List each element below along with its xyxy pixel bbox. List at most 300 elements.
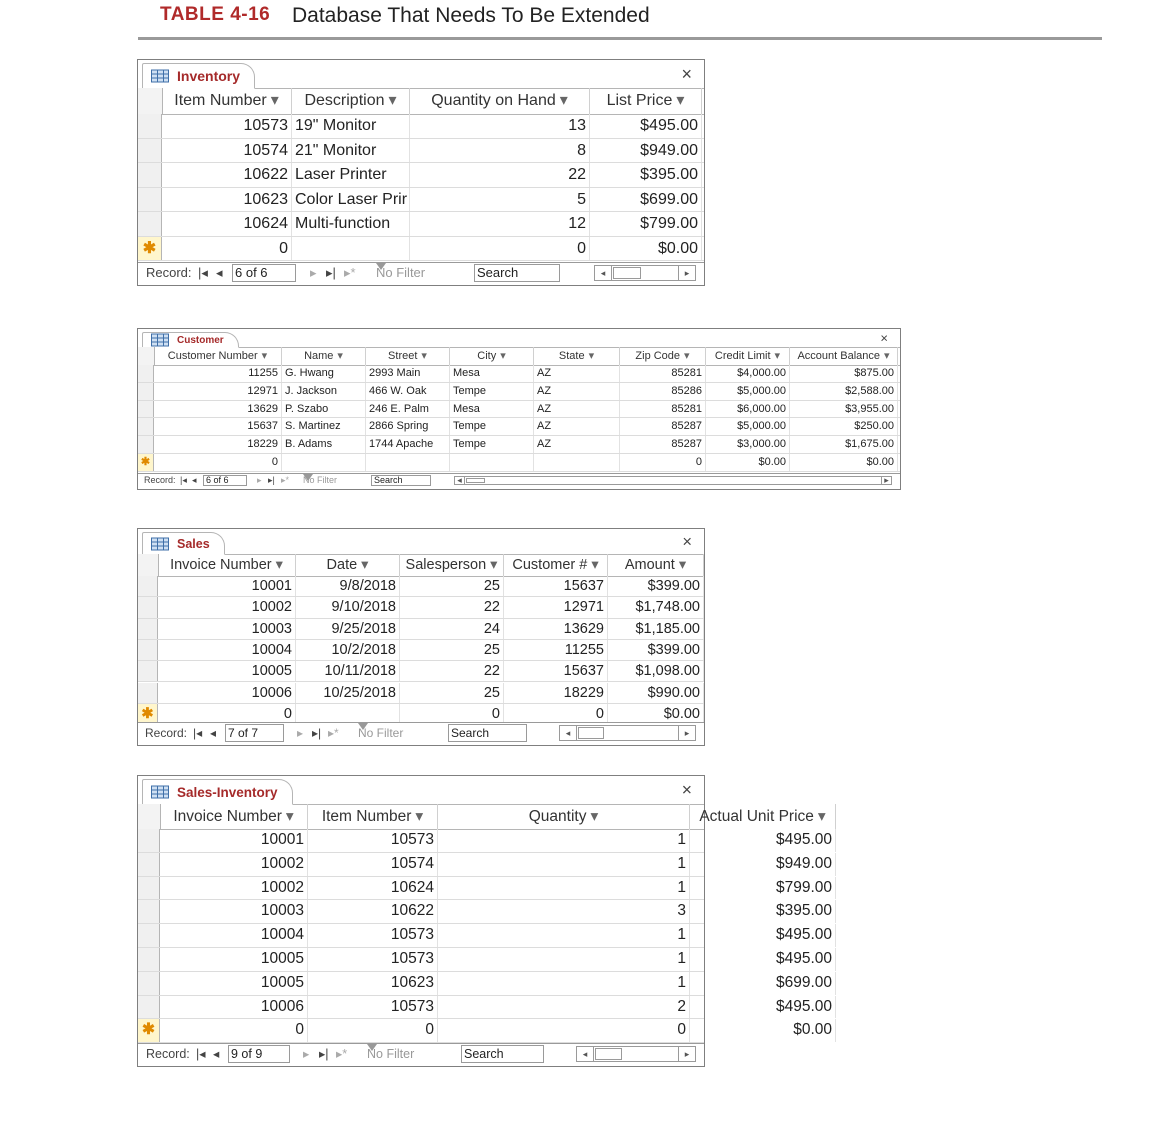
column-header[interactable] — [410, 88, 590, 114]
table-cell[interactable]: $799.00 — [590, 212, 702, 236]
scroll-left-icon[interactable]: ◂ — [560, 726, 577, 740]
chevron-down-icon[interactable]: ▾ — [415, 808, 424, 825]
table-tab[interactable] — [142, 779, 293, 805]
new-record-icon[interactable]: ▸* — [344, 265, 356, 280]
chevron-down-icon[interactable]: ▾ — [361, 557, 369, 573]
table-cell[interactable]: $495.00 — [690, 924, 836, 947]
table-cell[interactable]: Mesa — [450, 401, 534, 418]
column-header[interactable] — [296, 554, 400, 576]
table-row[interactable] — [138, 924, 832, 948]
table-row[interactable] — [138, 619, 704, 640]
record-selector[interactable] — [138, 114, 162, 138]
record-selector[interactable] — [138, 576, 158, 596]
table-cell[interactable]: 10573 — [162, 114, 292, 138]
scroll-thumb[interactable] — [595, 1048, 622, 1060]
next-record-icon[interactable]: ▸ — [310, 265, 317, 280]
new-record-icon[interactable]: ▸* — [281, 475, 290, 485]
table-cell[interactable]: AZ — [534, 383, 620, 400]
column-header[interactable] — [790, 347, 898, 365]
column-header[interactable] — [590, 88, 702, 114]
table-cell[interactable]: 8 — [410, 139, 590, 163]
table-cell[interactable]: 0 — [154, 454, 282, 471]
table-cell[interactable]: 19" Monitor — [292, 114, 410, 138]
chevron-down-icon[interactable]: ▾ — [337, 350, 343, 362]
table-cell[interactable]: 10003 — [158, 619, 296, 639]
table-cell[interactable] — [292, 237, 410, 261]
table-cell[interactable]: 1 — [438, 948, 690, 971]
table-cell[interactable]: $2,588.00 — [790, 383, 898, 400]
table-cell[interactable]: 25 — [400, 640, 504, 660]
table-cell[interactable] — [450, 454, 534, 471]
table-cell[interactable]: 0 — [410, 237, 590, 261]
table-cell[interactable]: 1 — [438, 924, 690, 947]
table-row[interactable] — [138, 996, 832, 1020]
new-record-row[interactable] — [138, 454, 900, 472]
table-cell[interactable]: P. Szabo — [282, 401, 366, 418]
table-cell[interactable]: J. Jackson — [282, 383, 366, 400]
chevron-down-icon[interactable]: ▾ — [559, 92, 568, 109]
table-row[interactable] — [138, 401, 900, 419]
record-selector[interactable] — [138, 948, 160, 971]
chevron-down-icon[interactable]: ▾ — [285, 808, 294, 825]
table-row[interactable] — [138, 212, 704, 237]
table-cell[interactable]: $0.00 — [608, 704, 704, 724]
table-cell[interactable]: AZ — [534, 365, 620, 382]
table-cell[interactable]: 10004 — [158, 640, 296, 660]
table-row[interactable] — [138, 853, 832, 877]
record-selector[interactable] — [138, 418, 154, 435]
table-cell[interactable]: 246 E. Palm — [366, 401, 450, 418]
table-cell[interactable]: $4,000.00 — [706, 365, 790, 382]
table-cell[interactable]: 10002 — [158, 597, 296, 617]
table-cell[interactable]: 18229 — [504, 683, 608, 703]
last-record-icon[interactable]: ▸| — [268, 475, 275, 485]
table-cell[interactable]: AZ — [534, 418, 620, 435]
record-selector[interactable] — [138, 853, 160, 876]
table-cell[interactable]: Multi-function — [292, 212, 410, 236]
table-cell[interactable]: $5,000.00 — [706, 418, 790, 435]
table-cell[interactable]: $495.00 — [690, 996, 836, 1019]
table-row[interactable] — [138, 163, 704, 188]
table-row[interactable] — [138, 365, 900, 383]
current-record-box[interactable]: 9 of 9 — [228, 1045, 290, 1063]
table-cell[interactable]: Laser Printer — [292, 163, 410, 187]
table-cell[interactable]: 0 — [162, 237, 292, 261]
table-cell[interactable]: 10006 — [160, 996, 308, 1019]
table-cell[interactable]: 1 — [438, 972, 690, 995]
record-selector[interactable] — [138, 900, 160, 923]
table-row[interactable] — [138, 900, 832, 924]
column-header[interactable] — [620, 347, 706, 365]
first-record-icon[interactable]: |◂ — [180, 475, 187, 485]
table-cell[interactable]: $1,748.00 — [608, 597, 704, 617]
table-row[interactable] — [138, 436, 900, 454]
table-cell[interactable]: $495.00 — [590, 114, 702, 138]
table-cell[interactable]: 12971 — [504, 597, 608, 617]
column-header[interactable] — [438, 804, 690, 829]
select-all-corner[interactable] — [138, 554, 159, 576]
table-cell[interactable]: 10573 — [308, 996, 438, 1019]
current-record-box[interactable]: 6 of 6 — [203, 475, 247, 486]
table-cell[interactable]: $399.00 — [608, 576, 704, 596]
table-cell[interactable]: S. Martinez — [282, 418, 366, 435]
table-cell[interactable]: $395.00 — [690, 900, 836, 923]
column-header[interactable] — [292, 88, 410, 114]
chevron-down-icon[interactable]: ▾ — [421, 350, 427, 362]
asterisk-icon[interactable]: ✱ — [138, 1019, 160, 1042]
table-row[interactable] — [138, 114, 704, 139]
table-cell[interactable]: $399.00 — [608, 640, 704, 660]
scroll-thumb[interactable] — [466, 478, 485, 483]
table-cell[interactable]: 10/11/2018 — [296, 661, 400, 681]
previous-record-icon[interactable]: ◂ — [216, 265, 223, 280]
record-selector[interactable] — [138, 829, 160, 852]
record-selector[interactable] — [138, 640, 158, 660]
table-cell[interactable]: $3,955.00 — [790, 401, 898, 418]
table-cell[interactable]: AZ — [534, 401, 620, 418]
record-navigation-bar — [138, 722, 704, 745]
table-cell[interactable] — [366, 454, 450, 471]
table-row[interactable] — [138, 188, 704, 213]
column-header[interactable] — [504, 554, 608, 576]
next-record-icon[interactable]: ▸ — [297, 726, 304, 740]
table-cell[interactable]: 0 — [308, 1019, 438, 1042]
new-record-icon[interactable]: ▸* — [328, 726, 339, 740]
chevron-down-icon[interactable]: ▾ — [490, 557, 498, 573]
select-all-corner[interactable] — [138, 804, 161, 829]
table-header — [160, 4, 650, 27]
column-header[interactable] — [690, 804, 836, 829]
table-cell[interactable]: $1,185.00 — [608, 619, 704, 639]
table-cell[interactable]: 10573 — [308, 829, 438, 852]
table-cell[interactable]: 10002 — [160, 877, 308, 900]
column-header[interactable] — [534, 347, 620, 365]
record-selector[interactable] — [138, 401, 154, 418]
column-header[interactable] — [158, 554, 296, 576]
table-cell[interactable]: 10004 — [160, 924, 308, 947]
current-record-box[interactable]: 7 of 7 — [225, 724, 284, 742]
table-cell[interactable]: $0.00 — [690, 1019, 836, 1042]
table-cell[interactable]: Tempe — [450, 383, 534, 400]
table-row[interactable] — [138, 597, 704, 618]
column-header[interactable] — [162, 88, 292, 114]
table-cell[interactable]: $799.00 — [690, 877, 836, 900]
table-cell[interactable]: $1,675.00 — [790, 436, 898, 453]
table-row[interactable] — [138, 829, 832, 853]
record-selector[interactable] — [138, 924, 160, 947]
table-cell[interactable]: 10003 — [160, 900, 308, 923]
search-box[interactable]: Search — [461, 1045, 544, 1063]
table-cell[interactable]: $875.00 — [790, 365, 898, 382]
table-row[interactable] — [138, 948, 832, 972]
column-header[interactable] — [450, 347, 534, 365]
new-record-row[interactable] — [138, 237, 704, 262]
table-cell[interactable]: $0.00 — [590, 237, 702, 261]
table-cell[interactable]: Tempe — [450, 418, 534, 435]
table-cell[interactable]: 13 — [410, 114, 590, 138]
table-cell[interactable]: 1 — [438, 853, 690, 876]
table-cell[interactable]: 10573 — [308, 948, 438, 971]
table-cell[interactable]: 10624 — [162, 212, 292, 236]
horizontal-scrollbar[interactable] — [559, 725, 696, 741]
close-icon[interactable]: × — [681, 64, 692, 84]
horizontal-scrollbar[interactable] — [594, 265, 696, 281]
table-cell[interactable]: $5,000.00 — [706, 383, 790, 400]
first-record-icon[interactable]: |◂ — [196, 1047, 206, 1061]
chevron-down-icon[interactable]: ▾ — [676, 92, 685, 109]
new-record-icon[interactable]: ▸* — [336, 1047, 348, 1061]
record-selector[interactable] — [138, 188, 162, 212]
table-cell[interactable]: 10005 — [160, 972, 308, 995]
table-cell[interactable]: 10/2/2018 — [296, 640, 400, 660]
search-box[interactable]: Search — [474, 264, 560, 282]
close-icon[interactable]: × — [682, 532, 692, 551]
table-cell[interactable]: 1744 Apache — [366, 436, 450, 453]
close-icon[interactable]: × — [880, 330, 888, 346]
record-selector[interactable] — [138, 877, 160, 900]
table-row[interactable] — [138, 661, 704, 682]
record-selector[interactable] — [138, 139, 162, 163]
column-header[interactable] — [400, 554, 504, 576]
column-header[interactable] — [308, 804, 438, 829]
table-cell[interactable]: 466 W. Oak — [366, 383, 450, 400]
table-cell[interactable]: 10001 — [158, 576, 296, 596]
scroll-left-icon[interactable]: ◂ — [455, 477, 465, 484]
record-selector[interactable] — [138, 996, 160, 1019]
table-cell[interactable]: $990.00 — [608, 683, 704, 703]
horizontal-scrollbar[interactable] — [454, 476, 892, 485]
scroll-thumb[interactable] — [578, 727, 604, 739]
search-box[interactable]: Search — [371, 475, 431, 486]
scroll-right-icon[interactable]: ▸ — [678, 266, 695, 280]
chevron-down-icon[interactable]: ▾ — [275, 557, 283, 573]
column-header-label: Date — [326, 557, 358, 573]
record-selector[interactable] — [138, 163, 162, 187]
table-cell[interactable]: 85281 — [620, 365, 706, 382]
table-cell[interactable]: 2866 Spring — [366, 418, 450, 435]
table-cell[interactable]: $949.00 — [690, 853, 836, 876]
table-cell[interactable]: 0 — [400, 704, 504, 724]
record-selector[interactable] — [138, 365, 154, 382]
table-cell[interactable]: 10/25/2018 — [296, 683, 400, 703]
column-header-label: Amount — [624, 557, 675, 573]
column-header[interactable] — [366, 347, 450, 365]
table-cell[interactable]: 10574 — [162, 139, 292, 163]
table-cell[interactable]: B. Adams — [282, 436, 366, 453]
record-selector[interactable] — [138, 661, 158, 681]
table-cell[interactable]: 10623 — [162, 188, 292, 212]
first-record-icon[interactable]: |◂ — [193, 726, 203, 740]
last-record-icon[interactable]: ▸| — [312, 726, 322, 740]
table-cell[interactable]: 15637 — [154, 418, 282, 435]
table-cell[interactable]: $6,000.00 — [706, 401, 790, 418]
table-tab[interactable] — [142, 63, 255, 89]
chevron-down-icon[interactable]: ▾ — [884, 350, 890, 362]
close-icon[interactable]: × — [681, 779, 692, 800]
new-record-row[interactable] — [138, 1019, 832, 1043]
previous-record-icon[interactable]: ◂ — [213, 1047, 220, 1061]
column-header[interactable] — [608, 554, 704, 576]
table-cell[interactable]: 9/10/2018 — [296, 597, 400, 617]
table-cell[interactable]: 85286 — [620, 383, 706, 400]
table-cell[interactable]: 25 — [400, 683, 504, 703]
next-record-icon[interactable]: ▸ — [257, 475, 262, 485]
chevron-down-icon[interactable]: ▾ — [774, 350, 781, 362]
table-cell[interactable]: 10001 — [160, 829, 308, 852]
chevron-down-icon[interactable]: ▾ — [388, 92, 397, 109]
previous-record-icon[interactable]: ◂ — [192, 475, 197, 485]
table-cell[interactable]: 85287 — [620, 436, 706, 453]
chevron-down-icon[interactable]: ▾ — [817, 808, 826, 825]
table-cell[interactable]: $250.00 — [790, 418, 898, 435]
table-cell[interactable]: 12 — [410, 212, 590, 236]
table-cell[interactable]: 10624 — [308, 877, 438, 900]
table-cell[interactable]: 9/8/2018 — [296, 576, 400, 596]
table-cell[interactable]: 1 — [438, 829, 690, 852]
table-row[interactable] — [138, 576, 704, 597]
table-cell[interactable] — [534, 454, 620, 471]
record-selector[interactable] — [138, 212, 162, 236]
table-cell[interactable]: 0 — [504, 704, 608, 724]
table-cell[interactable]: 0 — [438, 1019, 690, 1042]
chevron-down-icon[interactable]: ▾ — [261, 350, 268, 362]
table-cell[interactable]: 10573 — [308, 924, 438, 947]
chevron-down-icon[interactable]: ▾ — [684, 350, 690, 362]
chevron-down-icon[interactable]: ▾ — [270, 92, 279, 109]
table-cell[interactable]: $395.00 — [590, 163, 702, 187]
table-cell[interactable]: Color Laser Prir — [292, 188, 410, 212]
current-record-box[interactable]: 6 of 6 — [232, 264, 296, 282]
table-cell[interactable]: 10623 — [308, 972, 438, 995]
select-all-corner[interactable] — [138, 88, 163, 114]
table-tab[interactable] — [142, 532, 225, 555]
scroll-right-icon[interactable]: ▸ — [881, 477, 891, 484]
chevron-down-icon[interactable]: ▾ — [590, 808, 599, 825]
chevron-down-icon[interactable]: ▾ — [591, 557, 599, 573]
table-cell[interactable]: $949.00 — [590, 139, 702, 163]
table-cell[interactable]: $0.00 — [790, 454, 898, 471]
record-selector[interactable] — [138, 383, 154, 400]
column-header[interactable] — [154, 347, 282, 365]
first-record-icon[interactable]: |◂ — [198, 265, 208, 280]
table-cell[interactable]: 10622 — [308, 900, 438, 923]
asterisk-icon[interactable]: ✱ — [138, 237, 162, 261]
scroll-left-icon[interactable]: ◂ — [577, 1047, 594, 1061]
table-cell[interactable]: 0 — [620, 454, 706, 471]
table-cell[interactable]: 1 — [438, 877, 690, 900]
table-cell[interactable]: 5 — [410, 188, 590, 212]
table-cell[interactable]: 0 — [160, 1019, 308, 1042]
table-cell[interactable]: 22 — [400, 661, 504, 681]
table-cell[interactable]: 85281 — [620, 401, 706, 418]
table-cell[interactable]: Mesa — [450, 365, 534, 382]
horizontal-scrollbar[interactable] — [576, 1046, 696, 1062]
table-cell[interactable]: 13629 — [154, 401, 282, 418]
table-cell[interactable]: Tempe — [450, 436, 534, 453]
table-row[interactable] — [138, 640, 704, 661]
table-cell[interactable]: $699.00 — [590, 188, 702, 212]
table-cell[interactable]: 10002 — [160, 853, 308, 876]
column-header[interactable] — [706, 347, 790, 365]
chevron-down-icon[interactable]: ▾ — [588, 350, 595, 362]
table-tab[interactable] — [142, 332, 239, 348]
table-row[interactable] — [138, 972, 832, 996]
table-cell[interactable] — [282, 454, 366, 471]
table-cell[interactable]: 11255 — [504, 640, 608, 660]
table-cell[interactable]: 22 — [410, 163, 590, 187]
table-cell[interactable]: 18229 — [154, 436, 282, 453]
select-all-corner[interactable] — [138, 347, 155, 365]
table-cell[interactable]: 10006 — [158, 683, 296, 703]
scroll-left-icon[interactable]: ◂ — [595, 266, 612, 280]
table-cell[interactable]: 12971 — [154, 383, 282, 400]
column-header[interactable] — [282, 347, 366, 365]
table-cell[interactable]: G. Hwang — [282, 365, 366, 382]
table-cell[interactable]: 15637 — [504, 576, 608, 596]
record-selector[interactable] — [138, 436, 154, 453]
table-cell[interactable]: 9/25/2018 — [296, 619, 400, 639]
table-cell[interactable]: 10005 — [160, 948, 308, 971]
table-cell[interactable]: 13629 — [504, 619, 608, 639]
scroll-right-icon[interactable]: ▸ — [678, 726, 695, 740]
table-cell[interactable]: 22 — [400, 597, 504, 617]
table-row[interactable] — [138, 139, 704, 164]
scroll-right-icon[interactable]: ▸ — [678, 1047, 695, 1061]
table-cell[interactable]: 2993 Main — [366, 365, 450, 382]
table-row[interactable] — [138, 418, 900, 436]
record-selector[interactable] — [138, 683, 158, 703]
next-record-icon[interactable]: ▸ — [303, 1047, 310, 1061]
search-box[interactable]: Search — [448, 724, 527, 742]
table-cell[interactable]: 2 — [438, 996, 690, 1019]
table-cell[interactable]: 15637 — [504, 661, 608, 681]
record-selector[interactable] — [138, 597, 158, 617]
table-cell[interactable]: AZ — [534, 436, 620, 453]
table-cell[interactable]: 25 — [400, 576, 504, 596]
record-selector[interactable] — [138, 619, 158, 639]
table-cell[interactable]: 21" Monitor — [292, 139, 410, 163]
table-cell[interactable]: 10005 — [158, 661, 296, 681]
table-row[interactable] — [138, 383, 900, 401]
table-cell[interactable]: 0 — [158, 704, 296, 724]
record-selector[interactable] — [138, 972, 160, 995]
table-cell[interactable]: 10622 — [162, 163, 292, 187]
table-cell[interactable]: $3,000.00 — [706, 436, 790, 453]
last-record-icon[interactable]: ▸| — [326, 265, 336, 280]
table-cell[interactable]: 11255 — [154, 365, 282, 382]
last-record-icon[interactable]: ▸| — [319, 1047, 329, 1061]
table-icon — [151, 786, 169, 799]
asterisk-icon[interactable]: ✱ — [138, 704, 158, 724]
scroll-thumb[interactable] — [613, 267, 641, 279]
table-cell[interactable]: $699.00 — [690, 972, 836, 995]
table-cell[interactable]: 24 — [400, 619, 504, 639]
table-cell[interactable]: 3 — [438, 900, 690, 923]
table-cell[interactable]: 85287 — [620, 418, 706, 435]
asterisk-icon[interactable]: ✱ — [138, 454, 154, 471]
table-cell[interactable]: $495.00 — [690, 829, 836, 852]
table-cell[interactable]: $1,098.00 — [608, 661, 704, 681]
table-cell[interactable]: $495.00 — [690, 948, 836, 971]
chevron-down-icon[interactable]: ▾ — [678, 557, 687, 573]
previous-record-icon[interactable]: ◂ — [210, 726, 217, 740]
table-cell[interactable]: 10574 — [308, 853, 438, 876]
table-cell[interactable]: $0.00 — [706, 454, 790, 471]
table-row[interactable] — [138, 877, 832, 901]
column-header[interactable] — [160, 804, 308, 829]
table-row[interactable] — [138, 683, 704, 704]
chevron-down-icon[interactable]: ▾ — [500, 350, 506, 362]
